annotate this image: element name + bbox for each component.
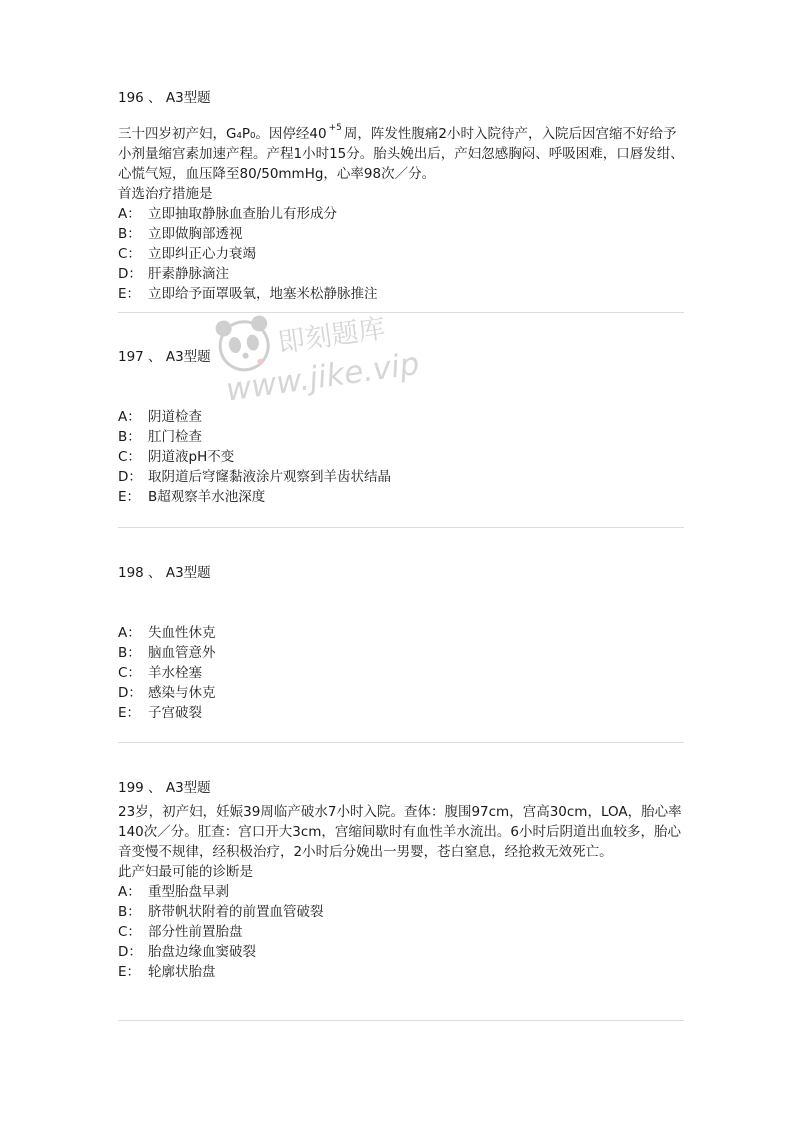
option-letter: D： — [118, 944, 142, 960]
question-header: 197 、 A3型题 — [118, 349, 211, 365]
option-letter: C： — [118, 665, 141, 681]
watermark-url: www.jike.vip — [223, 345, 422, 409]
option-list — [118, 204, 688, 304]
option-e[interactable] — [118, 703, 688, 723]
option-list — [118, 882, 688, 982]
question-header: 196 、 A3型题 — [118, 90, 211, 106]
option-letter: B： — [118, 645, 141, 661]
option-text: 立即给予面罩吸氧，地塞米松静脉推注 — [148, 286, 378, 302]
option-letter: E： — [118, 964, 141, 980]
option-letter: E： — [118, 286, 141, 302]
option-a[interactable] — [118, 204, 688, 224]
option-list — [118, 623, 688, 723]
option-e[interactable] — [118, 284, 688, 304]
option-list — [118, 407, 688, 507]
option-text: 部分性前置胎盘 — [148, 924, 243, 940]
option-a[interactable] — [118, 407, 688, 427]
option-letter: E： — [118, 489, 141, 505]
option-letter: D： — [118, 685, 142, 701]
question-196 — [118, 88, 688, 304]
option-text: 脐带帆状附着的前置血管破裂 — [148, 904, 324, 920]
option-d[interactable] — [118, 264, 688, 284]
option-text: 轮廓状胎盘 — [148, 964, 216, 980]
option-text: 立即做胸部透视 — [148, 226, 243, 242]
option-c[interactable] — [118, 922, 688, 942]
option-text: 阴道液pH不变 — [148, 449, 235, 465]
option-a[interactable] — [118, 623, 688, 643]
question-stem-superscript: +5 — [328, 123, 342, 133]
option-text: 失血性休克 — [148, 625, 216, 641]
question-prompt: 首选治疗措施是 — [118, 186, 213, 202]
option-letter: A： — [118, 409, 141, 425]
option-letter: B： — [118, 226, 141, 242]
option-text: 重型胎盘早剥 — [148, 884, 229, 900]
question-stem: 23岁，初产妇，妊娠39周临产破水7小时入院。查体：腹围97cm，宫高30cm，LOA，胎心率140次／分。肛查：宫口开大3cm，宫缩间歇时有血性羊水流出。6小时后阴道出血较多，胎心音变慢不规律，经积极治疗，2小时后分娩出一男婴，苍白窒息，经抢救无效死亡。 — [118, 804, 682, 860]
option-letter: C： — [118, 924, 141, 940]
question-header: 198 、 A3型题 — [118, 565, 211, 581]
option-letter: E： — [118, 705, 141, 721]
option-letter: C： — [118, 246, 141, 262]
option-d[interactable] — [118, 683, 688, 703]
option-b[interactable] — [118, 224, 688, 244]
option-b[interactable] — [118, 427, 688, 447]
option-letter: D： — [118, 266, 142, 282]
question-header: 199 、 A3型题 — [118, 780, 211, 796]
option-letter: B： — [118, 429, 141, 445]
question-197 — [118, 347, 688, 507]
option-text: 肝素静脉滴注 — [148, 266, 229, 282]
option-b[interactable] — [118, 643, 688, 663]
option-text: 胎盘边缘血窦破裂 — [148, 944, 256, 960]
option-text: 肛门检查 — [148, 429, 202, 445]
option-text: 立即纠正心力衰竭 — [148, 246, 256, 262]
divider — [118, 312, 684, 313]
watermark-brand: 即刻题库 — [276, 313, 388, 359]
question-stem-part2: 周，阵发性腹痛2小时入院待产，入院后因宫缩不好给予小剂量缩宫素加速产程。产程1小时15分。胎头娩出后，产妇忽感胸闷、呼吸困难，口唇发绀、心慌气短，血压降至80/50mmHg，心率98次／分。 — [118, 126, 684, 182]
question-stem-part1: 三十四岁初产妇，G₄P₀。因停经40 — [118, 126, 327, 142]
option-text: 羊水栓塞 — [148, 665, 202, 681]
option-c[interactable] — [118, 447, 688, 467]
option-text: 取阴道后穹窿黏液涂片观察到羊齿状结晶 — [148, 469, 391, 485]
question-stem — [118, 118, 688, 184]
divider — [118, 1020, 684, 1021]
option-letter: B： — [118, 904, 141, 920]
option-a[interactable] — [118, 882, 688, 902]
option-e[interactable] — [118, 962, 688, 982]
option-text: 感染与休克 — [148, 685, 216, 701]
option-text: 子宫破裂 — [148, 705, 202, 721]
divider — [118, 527, 684, 528]
option-c[interactable] — [118, 244, 688, 264]
option-text: B超观察羊水池深度 — [148, 489, 266, 505]
option-letter: A： — [118, 884, 141, 900]
option-d[interactable] — [118, 942, 688, 962]
option-e[interactable] — [118, 487, 688, 507]
question-199 — [118, 778, 688, 982]
question-prompt: 此产妇最可能的诊断是 — [118, 864, 253, 880]
option-text: 脑血管意外 — [148, 645, 216, 661]
option-letter: A： — [118, 625, 141, 641]
option-b[interactable] — [118, 902, 688, 922]
option-letter: A： — [118, 206, 141, 222]
question-198 — [118, 563, 688, 723]
option-d[interactable] — [118, 467, 688, 487]
option-text: 立即抽取静脉血查胎儿有形成分 — [148, 206, 337, 222]
option-c[interactable] — [118, 663, 688, 683]
option-letter: D： — [118, 469, 142, 485]
option-text: 阴道检查 — [148, 409, 202, 425]
divider — [118, 742, 684, 743]
option-letter: C： — [118, 449, 141, 465]
